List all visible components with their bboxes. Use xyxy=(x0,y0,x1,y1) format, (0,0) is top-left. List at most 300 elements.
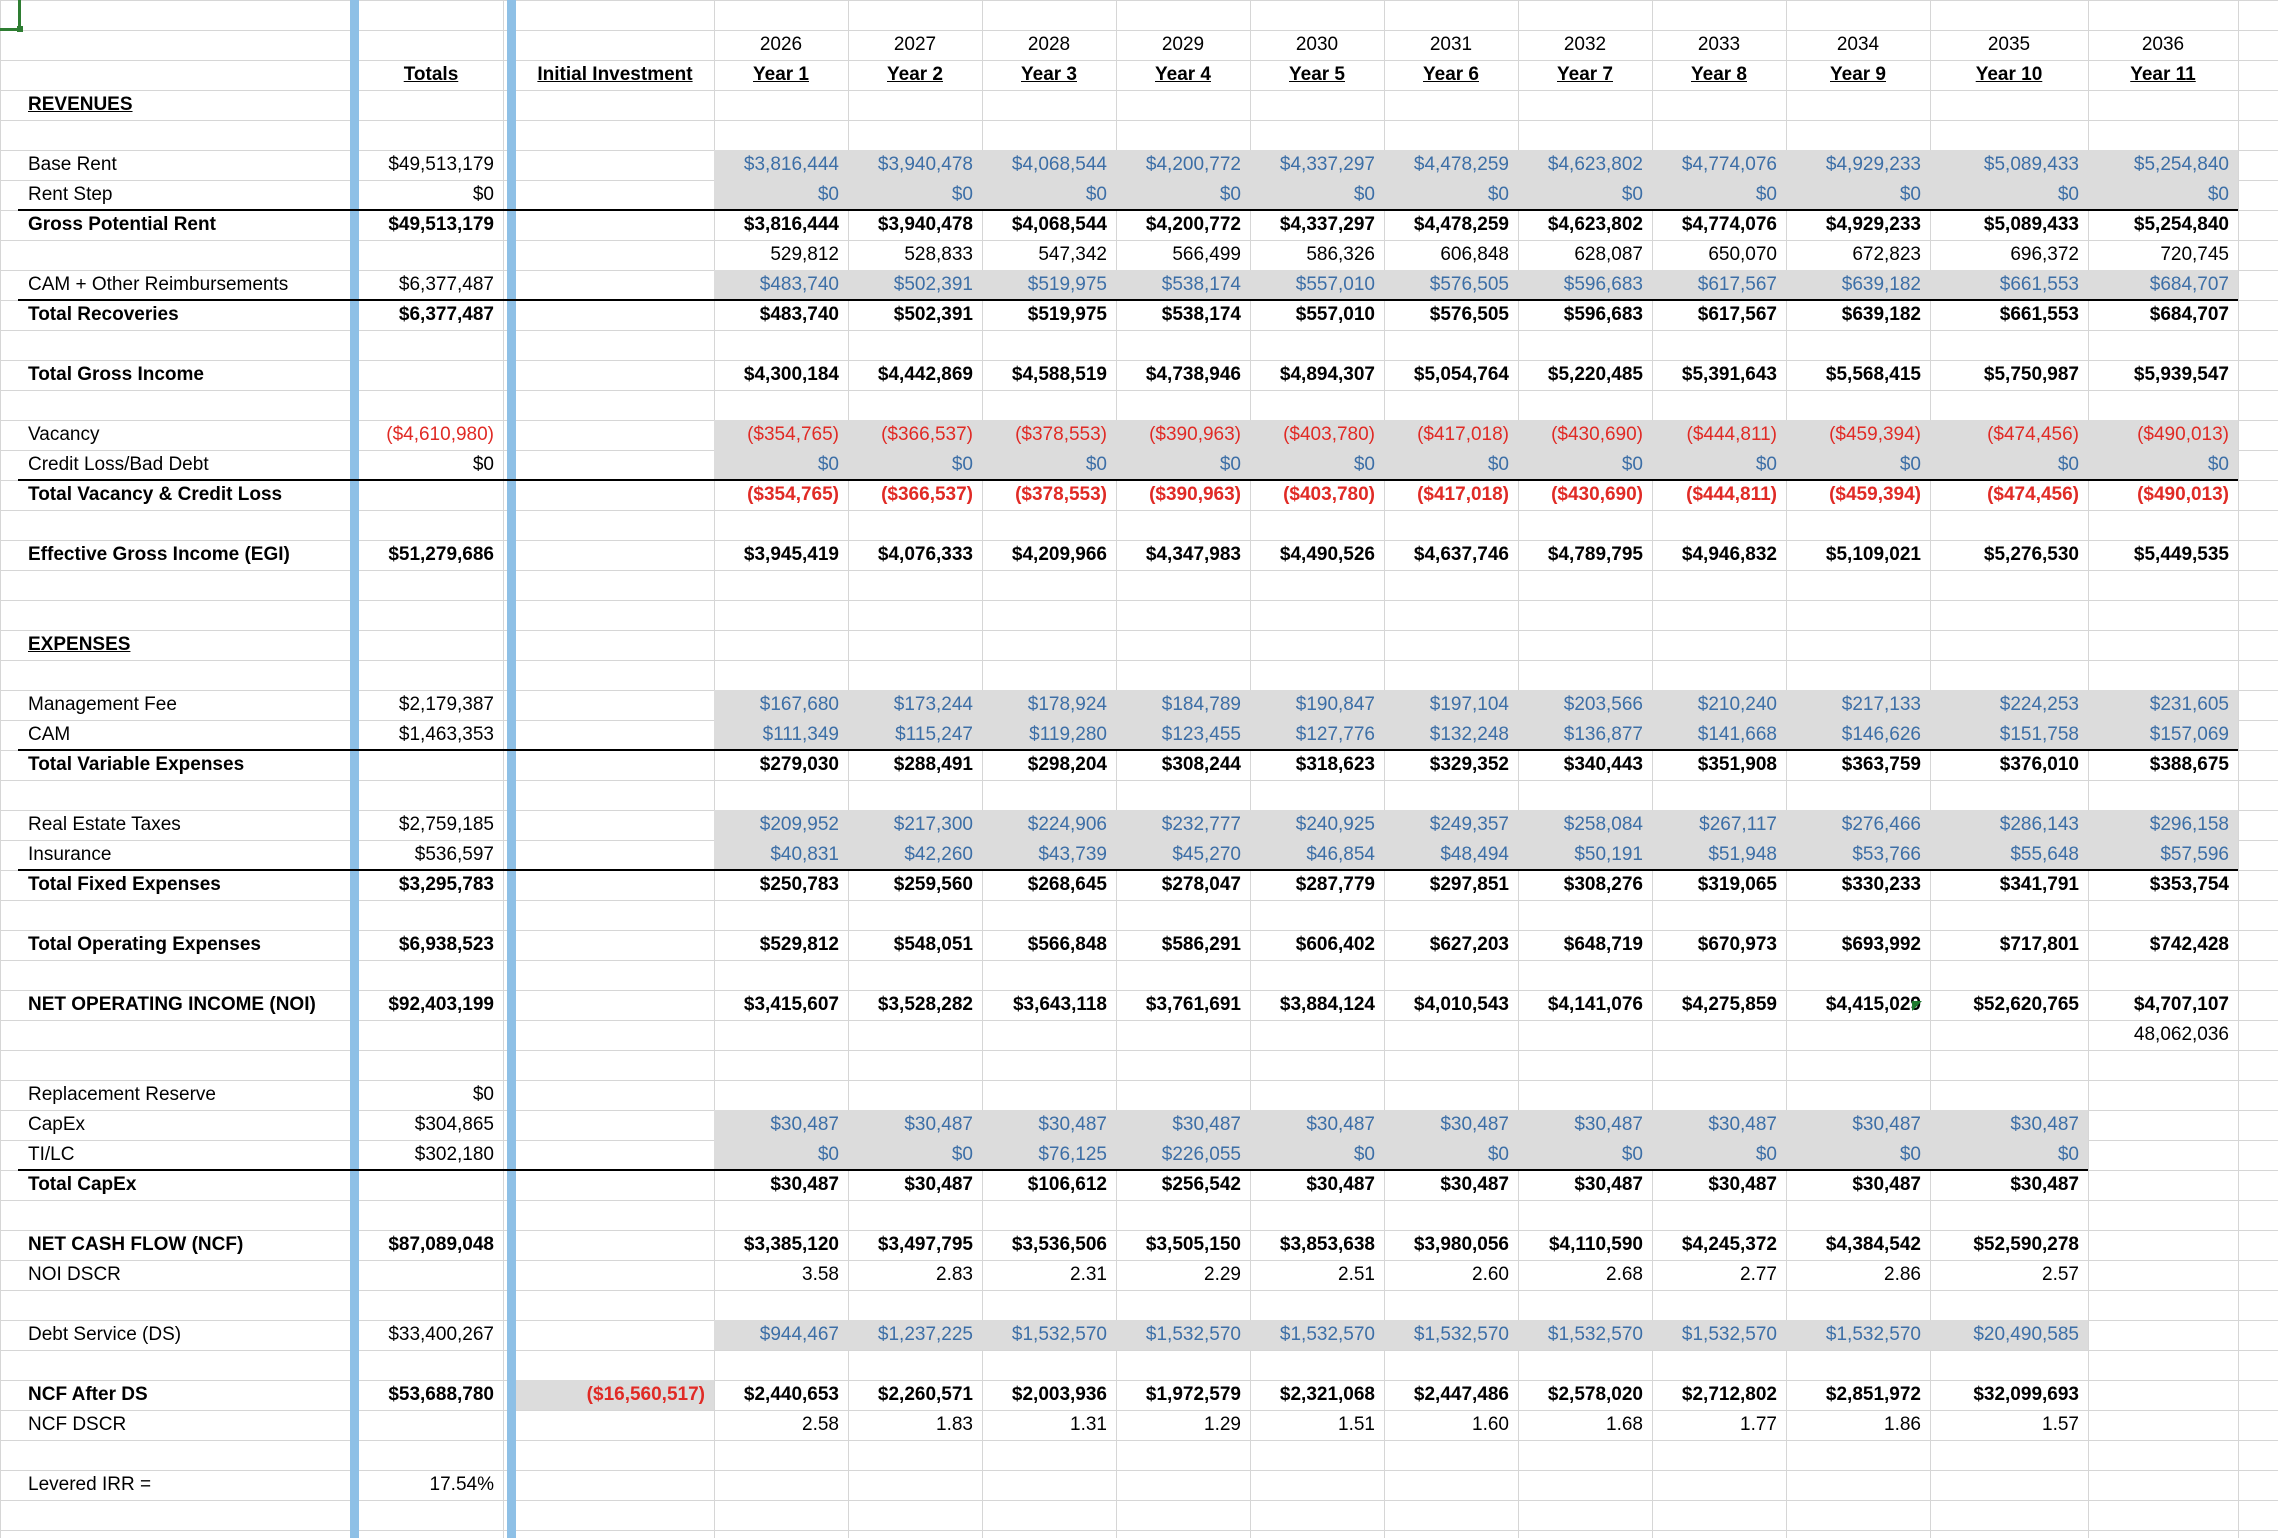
value-cell[interactable]: $30,487 xyxy=(714,1110,848,1140)
value-cell[interactable]: $30,487 xyxy=(1786,1110,1930,1140)
value-cell[interactable]: $363,759 xyxy=(1841,754,1921,775)
value-cell[interactable]: $2,578,020 xyxy=(1547,1384,1643,1405)
value-cell[interactable]: $3,816,444 xyxy=(743,214,839,235)
value-cell[interactable]: $1,972,579 xyxy=(1145,1384,1241,1405)
value-cell[interactable]: $576,505 xyxy=(1384,270,1518,300)
value-cell[interactable]: $548,051 xyxy=(893,934,973,955)
value-cell[interactable]: $4,245,372 xyxy=(1681,1234,1777,1255)
value-cell[interactable]: $240,925 xyxy=(1250,810,1384,840)
value-cell[interactable]: $3,385,120 xyxy=(743,1234,839,1255)
year-header[interactable]: 2028 xyxy=(1027,34,1071,55)
value-cell[interactable]: $0 xyxy=(1250,180,1384,210)
value-cell[interactable]: $308,244 xyxy=(1161,754,1241,775)
value-cell[interactable]: $4,588,519 xyxy=(1011,364,1107,385)
value-cell[interactable]: 1.57 xyxy=(2042,1414,2079,1435)
value-cell[interactable]: 2.77 xyxy=(1740,1264,1777,1285)
row-label[interactable]: Total Fixed Expenses xyxy=(28,874,221,895)
value-cell[interactable]: $267,117 xyxy=(1652,810,1786,840)
value-cell[interactable]: $3,853,638 xyxy=(1279,1234,1375,1255)
value-cell[interactable]: $0 xyxy=(848,180,982,210)
value-cell[interactable]: 1.83 xyxy=(936,1414,973,1435)
value-cell[interactable]: $5,220,485 xyxy=(1547,364,1643,385)
value-cell[interactable]: $5,568,415 xyxy=(1825,364,1921,385)
value-cell[interactable]: $0 xyxy=(1116,450,1250,480)
value-cell[interactable]: 2.57 xyxy=(2042,1264,2079,1285)
row-label[interactable]: Gross Potential Rent xyxy=(28,214,216,235)
value-cell[interactable]: $606,402 xyxy=(1295,934,1375,955)
year-header[interactable]: 2029 xyxy=(1161,34,1205,55)
value-cell[interactable]: $5,054,764 xyxy=(1413,364,1509,385)
row-label[interactable]: NOI DSCR xyxy=(28,1264,121,1285)
value-cell[interactable]: $3,761,691 xyxy=(1145,994,1241,1015)
value-cell[interactable]: 566,499 xyxy=(1172,244,1241,265)
value-cell[interactable]: $55,648 xyxy=(1930,840,2088,870)
value-cell[interactable]: $566,848 xyxy=(1027,934,1107,955)
value-cell[interactable]: $184,789 xyxy=(1116,690,1250,720)
value-cell[interactable]: $2,003,936 xyxy=(1011,1384,1107,1405)
row-label[interactable] xyxy=(0,240,350,270)
value-cell[interactable]: $1,532,570 xyxy=(1250,1320,1384,1350)
row-label[interactable]: Debt Service (DS) xyxy=(28,1324,182,1345)
row-label[interactable]: NET OPERATING INCOME (NOI) xyxy=(28,994,316,1015)
value-cell[interactable]: 1.31 xyxy=(1070,1414,1107,1435)
value-cell[interactable]: 1.68 xyxy=(1606,1414,1643,1435)
value-cell[interactable]: $4,774,076 xyxy=(1652,150,1786,180)
value-cell[interactable]: $684,707 xyxy=(2149,304,2229,325)
total-cell[interactable]: $49,513,179 xyxy=(388,214,494,235)
value-cell[interactable]: $48,494 xyxy=(1384,840,1518,870)
value-cell[interactable]: $50,191 xyxy=(1518,840,1652,870)
value-cell[interactable]: $1,532,570 xyxy=(1518,1320,1652,1350)
total-cell[interactable]: $53,688,780 xyxy=(388,1384,494,1405)
value-cell[interactable]: $529,812 xyxy=(759,934,839,955)
total-cell[interactable]: $87,089,048 xyxy=(388,1234,494,1255)
value-cell[interactable]: $596,683 xyxy=(1563,304,1643,325)
value-cell[interactable]: $502,391 xyxy=(848,270,982,300)
value-cell[interactable]: ($378,553) xyxy=(1015,484,1107,505)
value-cell[interactable]: ($459,394) xyxy=(1829,484,1921,505)
value-cell[interactable]: $288,491 xyxy=(893,754,973,775)
value-cell[interactable]: $45,270 xyxy=(1116,840,1250,870)
year-header[interactable]: 2031 xyxy=(1429,34,1473,55)
value-cell[interactable]: $538,174 xyxy=(1116,270,1250,300)
row-label[interactable]: Rent Step xyxy=(28,184,113,205)
value-cell[interactable]: $4,209,966 xyxy=(1011,544,1107,565)
value-cell[interactable]: $308,276 xyxy=(1563,874,1643,895)
value-cell[interactable]: $4,010,543 xyxy=(1413,994,1509,1015)
value-cell[interactable]: $197,104 xyxy=(1384,690,1518,720)
value-cell[interactable]: $0 xyxy=(1930,450,2088,480)
total-cell[interactable]: $49,513,179 xyxy=(388,154,494,175)
value-cell[interactable]: $0 xyxy=(1518,180,1652,210)
value-cell[interactable]: $268,645 xyxy=(1027,874,1107,895)
value-cell[interactable]: $0 xyxy=(714,450,848,480)
value-cell[interactable]: $0 xyxy=(982,180,1116,210)
value-cell[interactable]: $4,068,544 xyxy=(982,150,1116,180)
value-cell[interactable]: $30,487 xyxy=(1116,1110,1250,1140)
value-cell[interactable]: $3,505,150 xyxy=(1145,1234,1241,1255)
year-header[interactable]: 2030 xyxy=(1295,34,1339,55)
value-cell[interactable]: $684,707 xyxy=(2088,270,2238,300)
value-cell[interactable]: $4,894,307 xyxy=(1279,364,1375,385)
value-cell[interactable] xyxy=(982,1020,1116,1050)
total-cell[interactable]: 17.54% xyxy=(429,1474,494,1495)
year-header[interactable]: 2026 xyxy=(759,34,803,55)
value-cell[interactable]: $30,487 xyxy=(904,1174,973,1195)
value-cell[interactable]: $115,247 xyxy=(848,720,982,750)
period-header[interactable]: Year 2 xyxy=(887,64,943,85)
row-label[interactable]: Base Rent xyxy=(28,154,117,175)
period-header[interactable]: Year 1 xyxy=(753,64,809,85)
value-cell[interactable]: $76,125 xyxy=(982,1140,1116,1170)
value-cell[interactable]: $3,643,118 xyxy=(1012,994,1107,1015)
row-label[interactable]: Total CapEx xyxy=(28,1174,137,1195)
period-header[interactable]: Year 11 xyxy=(2130,64,2196,85)
value-cell[interactable]: $30,487 xyxy=(770,1174,839,1195)
value-cell[interactable]: 529,812 xyxy=(770,244,839,265)
row-label[interactable]: NET CASH FLOW (NCF) xyxy=(28,1234,244,1255)
value-cell[interactable]: $4,707,107 xyxy=(2133,994,2229,1015)
value-cell[interactable]: $0 xyxy=(1652,1140,1786,1170)
value-cell[interactable]: $944,467 xyxy=(714,1320,848,1350)
value-cell[interactable]: $217,133 xyxy=(1786,690,1930,720)
value-cell[interactable]: 2.58 xyxy=(802,1414,839,1435)
total-cell[interactable]: $51,279,686 xyxy=(388,544,494,565)
value-cell[interactable] xyxy=(1786,1020,1930,1050)
value-cell[interactable]: 586,326 xyxy=(1306,244,1375,265)
value-cell[interactable]: 1.51 xyxy=(1338,1414,1375,1435)
value-cell[interactable]: ($430,690) xyxy=(1518,420,1652,450)
value-cell[interactable]: $4,076,333 xyxy=(877,544,973,565)
value-cell[interactable]: $232,777 xyxy=(1116,810,1250,840)
value-cell[interactable]: $388,675 xyxy=(2149,754,2229,775)
value-cell[interactable]: ($366,537) xyxy=(881,484,973,505)
value-cell[interactable]: $32,099,693 xyxy=(1973,1384,2079,1405)
value-cell[interactable]: ($474,456) xyxy=(1930,420,2088,450)
period-header[interactable]: Year 4 xyxy=(1155,64,1211,85)
row-label[interactable]: Total Recoveries xyxy=(28,304,179,325)
value-cell[interactable]: $0 xyxy=(1930,1140,2088,1170)
value-cell[interactable]: $4,415,029 xyxy=(1825,994,1921,1015)
value-cell[interactable]: $5,089,433 xyxy=(1930,150,2088,180)
value-cell[interactable]: $0 xyxy=(1250,1140,1384,1170)
value-cell[interactable]: $297,851 xyxy=(1429,874,1509,895)
value-cell[interactable]: $30,487 xyxy=(848,1110,982,1140)
value-cell[interactable]: $52,620,765 xyxy=(1973,994,2079,1015)
value-cell[interactable]: $639,182 xyxy=(1786,270,1930,300)
period-header[interactable]: Year 5 xyxy=(1289,64,1345,85)
value-cell[interactable]: $502,391 xyxy=(893,304,973,325)
value-cell[interactable]: $278,047 xyxy=(1161,874,1241,895)
row-label[interactable]: NCF DSCR xyxy=(28,1414,127,1435)
totals-header[interactable]: Totals xyxy=(403,64,459,85)
value-cell[interactable]: 1.29 xyxy=(1204,1414,1241,1435)
value-cell[interactable]: $0 xyxy=(2088,180,2238,210)
value-cell[interactable]: $5,939,547 xyxy=(2133,364,2229,385)
value-cell[interactable]: $3,940,478 xyxy=(877,214,973,235)
total-cell[interactable]: $304,865 xyxy=(414,1114,494,1135)
value-cell[interactable]: $3,945,419 xyxy=(743,544,839,565)
value-cell[interactable]: $0 xyxy=(2088,450,2238,480)
total-cell[interactable]: $33,400,267 xyxy=(388,1324,494,1345)
value-cell[interactable]: $742,428 xyxy=(2149,934,2229,955)
value-cell[interactable]: $51,948 xyxy=(1652,840,1786,870)
year-header[interactable]: 2034 xyxy=(1836,34,1880,55)
value-cell[interactable]: $5,089,433 xyxy=(1983,214,2079,235)
value-cell[interactable]: $136,877 xyxy=(1518,720,1652,750)
value-cell[interactable]: ($417,018) xyxy=(1384,420,1518,450)
value-cell[interactable]: $209,952 xyxy=(714,810,848,840)
value-cell[interactable]: 547,342 xyxy=(1038,244,1107,265)
value-cell[interactable]: $173,244 xyxy=(848,690,982,720)
row-label[interactable]: Total Operating Expenses xyxy=(28,934,261,955)
value-cell[interactable]: 3.58 xyxy=(802,1264,839,1285)
period-header[interactable]: Year 8 xyxy=(1691,64,1747,85)
value-cell[interactable]: $4,068,544 xyxy=(1011,214,1107,235)
value-cell[interactable]: $2,447,486 xyxy=(1413,1384,1509,1405)
selected-cell-indicator[interactable] xyxy=(0,0,26,36)
value-cell[interactable]: $586,291 xyxy=(1161,934,1241,955)
value-cell[interactable]: $0 xyxy=(714,1140,848,1170)
value-cell[interactable]: $30,487 xyxy=(1574,1174,1643,1195)
value-cell[interactable]: ($474,456) xyxy=(1987,484,2079,505)
value-cell[interactable]: $1,532,570 xyxy=(1116,1320,1250,1350)
total-cell[interactable]: $6,377,487 xyxy=(398,304,494,325)
value-cell[interactable]: 2.86 xyxy=(1884,1264,1921,1285)
period-header[interactable]: Year 7 xyxy=(1557,64,1613,85)
value-cell[interactable]: 2.31 xyxy=(1070,1264,1107,1285)
value-cell[interactable]: $4,337,297 xyxy=(1279,214,1375,235)
value-cell[interactable]: 528,833 xyxy=(904,244,973,265)
value-cell[interactable] xyxy=(714,1020,848,1050)
value-cell[interactable]: $30,487 xyxy=(1440,1174,1509,1195)
value-cell[interactable]: $693,992 xyxy=(1841,934,1921,955)
initial-investment-cell[interactable]: ($16,560,517) xyxy=(516,1380,714,1410)
value-cell[interactable]: $376,010 xyxy=(1999,754,2079,775)
value-cell[interactable]: $4,478,259 xyxy=(1413,214,1509,235)
value-cell[interactable]: $4,478,259 xyxy=(1384,150,1518,180)
value-cell[interactable]: $132,248 xyxy=(1384,720,1518,750)
row-label[interactable]: NCF After DS xyxy=(28,1384,148,1405)
value-cell[interactable]: $127,776 xyxy=(1250,720,1384,750)
value-cell[interactable]: $167,680 xyxy=(714,690,848,720)
value-cell[interactable]: ($490,013) xyxy=(2137,484,2229,505)
value-cell[interactable] xyxy=(848,1020,982,1050)
value-cell[interactable]: $661,553 xyxy=(1999,304,2079,325)
value-cell[interactable]: $30,487 xyxy=(1708,1174,1777,1195)
value-cell[interactable]: $5,254,840 xyxy=(2088,150,2238,180)
value-cell[interactable]: $1,237,225 xyxy=(848,1320,982,1350)
value-cell[interactable]: $4,275,859 xyxy=(1681,994,1777,1015)
value-cell[interactable]: ($490,013) xyxy=(2088,420,2238,450)
value-cell[interactable]: 1.86 xyxy=(1884,1414,1921,1435)
value-cell[interactable]: $3,497,795 xyxy=(877,1234,973,1255)
value-cell[interactable]: $256,542 xyxy=(1161,1174,1241,1195)
value-cell[interactable]: $0 xyxy=(1384,450,1518,480)
value-cell[interactable]: $519,975 xyxy=(1027,304,1107,325)
value-cell[interactable]: $4,490,526 xyxy=(1279,544,1375,565)
row-label[interactable]: Total Vacancy & Credit Loss xyxy=(28,484,283,505)
value-cell[interactable]: $0 xyxy=(1250,450,1384,480)
value-cell[interactable]: $0 xyxy=(1930,180,2088,210)
value-cell[interactable]: $0 xyxy=(1518,450,1652,480)
value-cell[interactable]: $4,347,983 xyxy=(1145,544,1241,565)
value-cell[interactable]: $4,774,076 xyxy=(1681,214,1777,235)
value-cell[interactable]: $30,487 xyxy=(1852,1174,1921,1195)
value-cell[interactable]: $5,750,987 xyxy=(1983,364,2079,385)
value-cell[interactable]: $106,612 xyxy=(1027,1174,1107,1195)
value-cell[interactable]: 2.29 xyxy=(1204,1264,1241,1285)
period-header[interactable]: Year 6 xyxy=(1423,64,1479,85)
value-cell[interactable]: $1,532,570 xyxy=(982,1320,1116,1350)
total-cell[interactable]: $2,179,387 xyxy=(398,694,494,715)
total-cell[interactable]: ($4,610,980) xyxy=(386,424,494,445)
year-header[interactable]: 2032 xyxy=(1563,34,1607,55)
value-cell[interactable]: $30,487 xyxy=(1930,1110,2088,1140)
value-cell[interactable]: $123,455 xyxy=(1116,720,1250,750)
row-label[interactable]: TI/LC xyxy=(28,1144,75,1165)
value-cell[interactable]: $3,940,478 xyxy=(848,150,982,180)
value-cell[interactable]: $2,440,653 xyxy=(743,1384,839,1405)
value-cell[interactable]: $30,487 xyxy=(1306,1174,1375,1195)
value-cell[interactable]: $717,801 xyxy=(1999,934,2079,955)
value-cell[interactable]: $0 xyxy=(1786,450,1930,480)
value-cell[interactable]: $0 xyxy=(982,450,1116,480)
value-cell[interactable]: ($459,394) xyxy=(1786,420,1930,450)
value-cell[interactable]: $296,158 xyxy=(2088,810,2238,840)
value-cell[interactable]: $4,110,590 xyxy=(1548,1234,1643,1255)
value-cell[interactable]: $57,596 xyxy=(2088,840,2238,870)
value-cell[interactable]: $3,884,124 xyxy=(1279,994,1375,1015)
value-cell[interactable]: 628,087 xyxy=(1574,244,1643,265)
value-cell[interactable]: $119,280 xyxy=(982,720,1116,750)
value-cell[interactable]: $4,200,772 xyxy=(1145,214,1241,235)
value-cell[interactable]: $4,789,795 xyxy=(1547,544,1643,565)
total-cell[interactable]: $3,295,783 xyxy=(398,874,494,895)
value-cell[interactable]: 2.68 xyxy=(1606,1264,1643,1285)
value-cell[interactable]: $20,490,585 xyxy=(1930,1320,2088,1350)
value-cell[interactable]: $0 xyxy=(1786,1140,1930,1170)
value-cell[interactable]: $5,449,535 xyxy=(2133,544,2229,565)
total-cell[interactable]: $0 xyxy=(472,454,494,475)
value-cell[interactable]: $0 xyxy=(714,180,848,210)
value-cell[interactable]: $43,739 xyxy=(982,840,1116,870)
value-cell[interactable]: $5,276,530 xyxy=(1983,544,2079,565)
value-cell[interactable]: $353,754 xyxy=(2149,874,2229,895)
value-cell[interactable]: $4,384,542 xyxy=(1825,1234,1921,1255)
value-cell[interactable] xyxy=(1384,1020,1518,1050)
row-label[interactable]: Levered IRR = xyxy=(28,1474,152,1495)
value-cell[interactable]: $340,443 xyxy=(1563,754,1643,775)
value-cell[interactable]: $30,487 xyxy=(1250,1110,1384,1140)
value-cell[interactable]: ($403,780) xyxy=(1250,420,1384,450)
value-cell[interactable]: $53,766 xyxy=(1786,840,1930,870)
value-cell[interactable]: ($378,553) xyxy=(982,420,1116,450)
value-cell[interactable]: $30,487 xyxy=(982,1110,1116,1140)
value-cell[interactable]: $0 xyxy=(1116,180,1250,210)
value-cell[interactable]: 720,745 xyxy=(2160,244,2229,265)
value-cell[interactable]: 2.51 xyxy=(1338,1264,1375,1285)
value-cell[interactable]: $203,566 xyxy=(1518,690,1652,720)
value-cell[interactable]: $40,831 xyxy=(714,840,848,870)
year-header[interactable]: 2035 xyxy=(1987,34,2031,55)
value-cell[interactable]: $157,069 xyxy=(2088,720,2238,750)
value-cell[interactable]: $329,352 xyxy=(1429,754,1509,775)
row-label[interactable]: Replacement Reserve xyxy=(28,1084,216,1105)
value-cell[interactable]: $249,357 xyxy=(1384,810,1518,840)
row-label[interactable]: Total Gross Income xyxy=(28,364,204,385)
value-cell[interactable]: $538,174 xyxy=(1161,304,1241,325)
value-cell[interactable]: $617,567 xyxy=(1652,270,1786,300)
value-cell[interactable]: $286,143 xyxy=(1930,810,2088,840)
value-cell[interactable]: $190,847 xyxy=(1250,690,1384,720)
value-cell[interactable]: 650,070 xyxy=(1708,244,1777,265)
value-cell[interactable]: 696,372 xyxy=(2010,244,2079,265)
section-heading[interactable]: REVENUES xyxy=(28,94,133,115)
value-cell[interactable]: $146,626 xyxy=(1786,720,1930,750)
value-cell[interactable]: ($430,690) xyxy=(1551,484,1643,505)
value-cell[interactable]: $2,321,068 xyxy=(1279,1384,1375,1405)
value-cell[interactable]: $1,532,570 xyxy=(1652,1320,1786,1350)
value-cell[interactable]: $519,975 xyxy=(982,270,1116,300)
total-cell[interactable]: $1,463,353 xyxy=(398,724,494,745)
section-heading[interactable]: EXPENSES xyxy=(28,634,131,655)
value-cell[interactable]: $30,487 xyxy=(1518,1110,1652,1140)
value-cell[interactable]: $0 xyxy=(1652,180,1786,210)
value-cell[interactable]: $483,740 xyxy=(714,270,848,300)
value-cell[interactable] xyxy=(1930,1020,2088,1050)
value-cell[interactable]: $46,854 xyxy=(1250,840,1384,870)
value-cell[interactable]: $30,487 xyxy=(1384,1110,1518,1140)
initial-investment-header[interactable]: Initial Investment xyxy=(537,64,693,85)
value-cell[interactable]: ($390,963) xyxy=(1116,420,1250,450)
value-cell[interactable]: $3,816,444 xyxy=(714,150,848,180)
row-label[interactable] xyxy=(0,1020,350,1050)
value-cell[interactable]: $2,260,571 xyxy=(877,1384,973,1405)
value-cell[interactable]: ($354,765) xyxy=(747,484,839,505)
value-cell[interactable]: $0 xyxy=(1652,450,1786,480)
value-cell[interactable] xyxy=(1116,1020,1250,1050)
value-cell[interactable]: $4,337,297 xyxy=(1250,150,1384,180)
value-cell[interactable]: ($390,963) xyxy=(1149,484,1241,505)
period-header[interactable]: Year 9 xyxy=(1830,64,1886,85)
value-cell[interactable] xyxy=(1652,1020,1786,1050)
value-cell[interactable]: $3,980,056 xyxy=(1413,1234,1509,1255)
value-cell[interactable]: $330,233 xyxy=(1841,874,1921,895)
value-cell[interactable]: $3,536,506 xyxy=(1011,1234,1107,1255)
value-cell[interactable]: $258,084 xyxy=(1518,810,1652,840)
row-label[interactable]: Effective Gross Income (EGI) xyxy=(28,544,290,565)
value-cell[interactable]: $141,668 xyxy=(1652,720,1786,750)
value-cell[interactable]: $0 xyxy=(848,1140,982,1170)
total-cell[interactable]: $0 xyxy=(472,184,494,205)
total-cell[interactable]: $536,597 xyxy=(414,844,494,865)
row-label[interactable]: Vacancy xyxy=(28,424,100,445)
total-cell[interactable]: $6,377,487 xyxy=(398,274,494,295)
value-cell[interactable]: ($354,765) xyxy=(714,420,848,450)
total-cell[interactable]: $302,180 xyxy=(414,1144,494,1165)
value-cell[interactable]: 606,848 xyxy=(1440,244,1509,265)
value-cell[interactable]: $111,349 xyxy=(714,720,848,750)
value-cell[interactable]: $298,204 xyxy=(1027,754,1107,775)
value-cell[interactable]: $52,590,278 xyxy=(1973,1234,2079,1255)
year-header[interactable]: 2027 xyxy=(893,34,937,55)
value-cell[interactable]: $1,532,570 xyxy=(1786,1320,1930,1350)
row-label[interactable]: CAM xyxy=(28,724,71,745)
value-cell[interactable]: $4,738,946 xyxy=(1145,364,1241,385)
row-label[interactable]: Credit Loss/Bad Debt xyxy=(28,454,209,475)
value-cell[interactable]: $217,300 xyxy=(848,810,982,840)
